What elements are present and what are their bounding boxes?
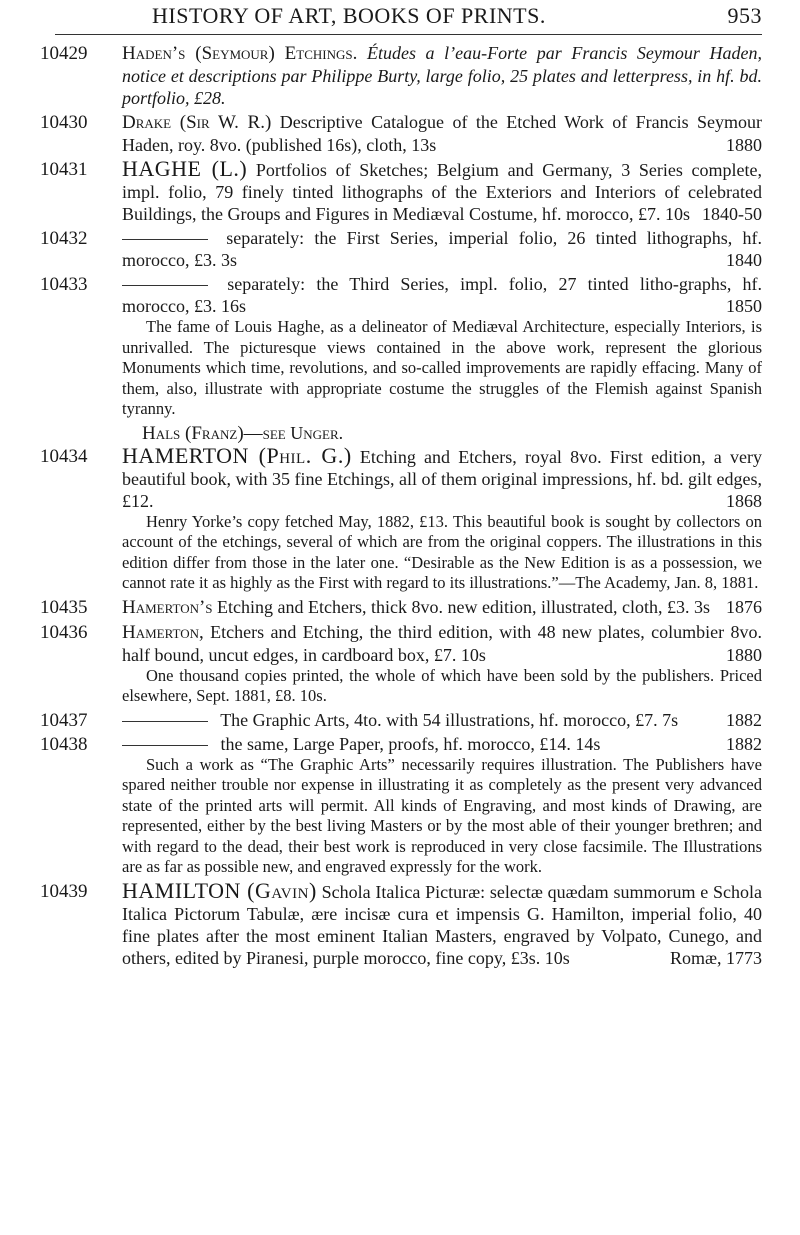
ditto-dash [122,239,208,240]
lot-number: 10432 [40,228,88,249]
entry-author: Haden’s (Seymour) Etchings. [122,43,358,64]
list-item [40,158,762,225]
lot-number: 10431 [40,159,88,180]
entry-note: Such a work as “The Graphic Arts” necessarily requires illustration. The Publishers have spared neither trouble nor expense in illustrating it as completely as the present very advanced state of the printed arts will permit. All kinds of Engraving, and most kinds of Drawing, are represented, either by the best living Masters or by the most able of their younger brethren; and with regard to the dead, their best work is reproduced in very close facsimile. The Illustrations are as far as possible new, and engraved expressly for the work. [122,754,762,876]
entry-body: Études a l’eau-Forte par Francis Seymour Haden, notice et descriptions par Philippe Burty, large folio, 25 plates and letterpress, in hf. bd. portfolio, £28. [122,43,762,108]
entry-author: HAMILTON (Gavin) [122,877,317,903]
entry-body: the same, Large Paper, proofs, hf. morocco, £14. 14s [220,733,601,754]
list-item [40,442,762,594]
list-item [40,596,762,619]
list-item [40,733,762,878]
entry-date: 1882 [726,733,762,754]
entry-date: 1840 [726,250,762,270]
page-title: HISTORY OF ART, BOOKS OF PRINTS. [152,3,546,28]
entry-date: Romæ, 1773 [669,947,762,968]
entry-list [40,42,762,969]
entry-body: separately: the Third Series, impl. folio, 27 tinted litho-graphs, hf. morocco, £3. 16s [122,274,763,316]
entry-note: One thousand copies printed, the whole of which have been sold by the publishers. Priced elsewhere, Sept. 1881, £8. 10s. [122,665,762,705]
lot-number: 10435 [40,596,88,618]
ditto-dash [122,745,208,746]
header-rule [55,34,762,35]
cross-reference [40,422,762,445]
entry-date: 1876 [726,596,762,617]
entry-body: Etching and Etchers, royal 8vo. First edition, a very beautiful book, with 35 fine Etchings, all of them original impressions, hf. bd. gilt edges, £12. [122,446,762,511]
list-item [40,877,763,969]
list-item [40,111,762,156]
entry-body: Portfolios of Sketches; Belgium and Germany, 3 Series complete, impl. folio, 79 finely tinted lithographs of the Exteriors and Interiors of celebrated Buildings, the Groups and Figures in Mediæval Costume, hf. morocco, £7. 10s [122,160,762,224]
entry-note: The fame of Louis Haghe, as a delineator of Mediæval Architecture, especially Interiors, is unrivalled. The picturesque views contained in the above work, represent the glorious Monuments which time, revolutions, and so-called improvements are rapidly effacing. Many of them, also, illustrate with appropriate costume the struggles of the Flemish against Spanish tyranny. [122,317,762,418]
lot-number: 10429 [40,43,88,64]
ditto-dash [122,285,208,286]
lot-number: 10430 [40,112,88,133]
entry-body: separately: the First Series, imperial folio, 26 tinted lithographs, hf. morocco, £3. 3s [122,228,763,270]
entry-body: Etchers and Etching, the third edition, with 48 new plates, columbier 8vo. half bound, uncut edges, in cardboard box, £7. 10s [122,621,762,665]
entry-body: Descriptive Catalogue of the Etched Work of Francis Seymour Haden, roy. 8vo. (published 16s), cloth, 13s [122,112,762,155]
list-item [40,227,762,271]
entry-date: 1868 [726,490,762,511]
entry-author: Hals (Franz)—see [142,422,286,444]
list-item [40,709,762,731]
entry-date: 1840-50 [702,204,762,224]
entry-author: HAMERTON (Phil. G.) [122,442,352,468]
entry-date: 1880 [726,135,762,155]
lot-number: 10434 [40,445,88,467]
entry-body: Schola Italica Picturæ: selectæ quædam summorum e Schola Italica Pictorum Tabulæ, ære incisæ cura et impensis G. Hamilton, imperial folio, 40 fine plates after the most eminent Italian Masters, engraved by Volpato, Cunego, and others, edited by Piranesi, purple morocco, fine copy, £3s. 10s [122,881,763,968]
entry-date: 1880 [726,644,762,665]
entry-author: Hamerton’s [122,596,213,618]
list-item [40,621,762,707]
entry-body: Etching and Etchers, thick 8vo. new edition, illustrated, cloth, £3. 3s [217,596,710,617]
lot-number: 10439 [40,880,88,902]
entry-note: Henry Yorke’s copy fetched May, 1882, £13. This beautiful book is sought by collectors on account of the etchings, several of which are from the original coppers. The illustrations in this edition differ from those in the later one. “Desirable as the New Edition is as a possession, we cannot rate it as highly as the First with regard to its illustrations.”—The Academy, Jan. 8, 1881. [122,511,762,592]
lot-number: 10438 [40,733,88,755]
ditto-dash [122,721,208,722]
entry-date: 1882 [726,709,762,730]
list-item [40,42,762,109]
lot-number: 10437 [40,709,88,731]
entry-date: 1850 [726,296,762,316]
entry-body: Unger. [290,422,344,443]
lot-number: 10433 [40,274,88,295]
entry-body: The Graphic Arts, 4to. with 54 illustrations, hf. morocco, £7. 7s [220,709,679,730]
entry-author: HAGHE (L.) [122,156,248,181]
lot-number: 10436 [40,621,88,643]
running-head [40,0,762,36]
entry-author: Hamerton, [122,621,204,643]
page-number: 953 [727,3,762,28]
entry-author: Drake (Sir W. R.) [122,112,272,133]
list-item [40,273,762,420]
